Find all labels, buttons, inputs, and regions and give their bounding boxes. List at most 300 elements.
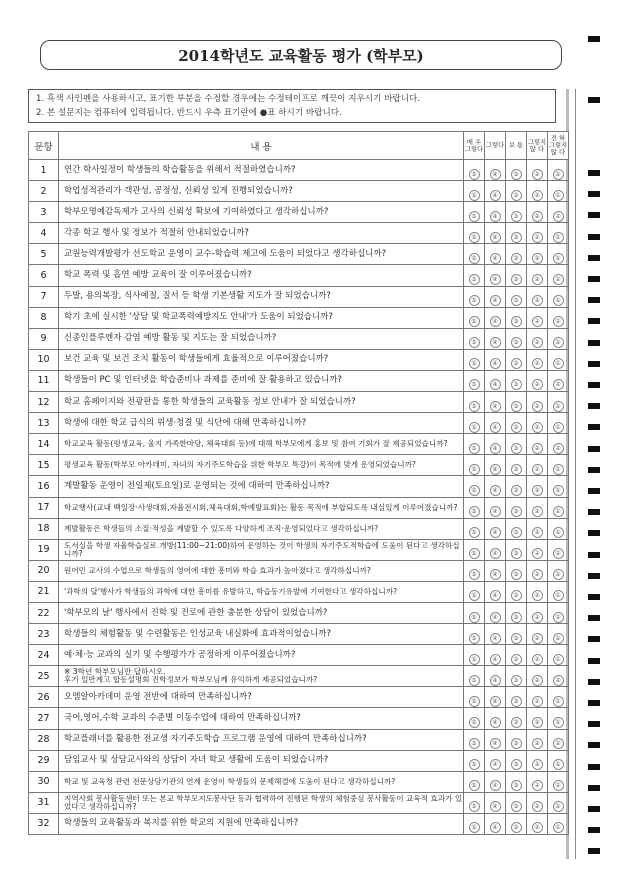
answer-bubble-1[interactable]: ① <box>553 759 564 770</box>
question-text <box>59 392 464 413</box>
answer-bubble-3[interactable]: ③ <box>511 232 522 243</box>
answer-bubble-4[interactable]: ④ <box>490 717 501 728</box>
answer-cell <box>527 328 548 349</box>
answer-cell <box>464 160 485 181</box>
answer-bubble-3[interactable]: ③ <box>511 569 522 580</box>
answer-bubble-4[interactable]: ④ <box>490 422 501 433</box>
answer-cell <box>527 413 548 434</box>
answer-bubble-5[interactable]: ⑤ <box>469 295 480 306</box>
answer-cell <box>548 328 569 349</box>
answer-bubble-2[interactable]: ② <box>532 612 543 623</box>
answer-bubble-3[interactable]: ③ <box>511 675 522 686</box>
answer-bubble-4[interactable]: ④ <box>490 358 501 369</box>
answer-bubble-5[interactable]: ⑤ <box>469 759 480 770</box>
answer-cell <box>464 771 485 792</box>
answer-bubble-1[interactable]: ① <box>553 337 564 348</box>
answer-bubble-5[interactable]: ⑤ <box>469 506 480 517</box>
answer-bubble-2[interactable]: ② <box>532 211 543 222</box>
answer-bubble-2[interactable]: ② <box>532 738 543 749</box>
answer-cell <box>506 160 527 181</box>
question-number: 10 <box>29 349 59 370</box>
answer-bubble-4[interactable]: ④ <box>490 379 501 390</box>
answer-bubble-3[interactable]: ③ <box>511 337 522 348</box>
answer-bubble-3[interactable]: ③ <box>511 422 522 433</box>
answer-bubble-3[interactable]: ③ <box>511 822 522 833</box>
question-text <box>59 497 464 518</box>
timing-mark <box>588 424 600 430</box>
answer-cell <box>506 434 527 455</box>
answer-bubble-3[interactable]: ③ <box>511 464 522 475</box>
answer-bubble-4[interactable]: ④ <box>490 801 501 812</box>
answer-bubble-5[interactable]: ⑤ <box>469 401 480 412</box>
answer-bubble-3[interactable]: ③ <box>511 633 522 644</box>
question-text <box>59 181 464 202</box>
answer-bubble-5[interactable]: ⑤ <box>469 464 480 475</box>
answer-cell <box>485 434 506 455</box>
question-text-line: 학생들의 교육활동과 복지를 위한 학교의 지원에 만족하십니까? <box>64 818 299 829</box>
answer-cell <box>548 771 569 792</box>
answer-cell <box>485 624 506 645</box>
answer-bubble-5[interactable]: ⑤ <box>469 211 480 222</box>
answer-bubble-4[interactable]: ④ <box>490 190 501 201</box>
answer-bubble-3[interactable]: ③ <box>511 316 522 327</box>
answer-bubble-1[interactable]: ① <box>553 612 564 623</box>
answer-cell <box>464 624 485 645</box>
answer-cell <box>527 729 548 750</box>
answer-bubble-2[interactable]: ② <box>532 759 543 770</box>
answer-bubble-2[interactable]: ② <box>532 675 543 686</box>
timing-mark <box>588 679 600 685</box>
answer-cell <box>506 286 527 307</box>
answer-bubble-3[interactable]: ③ <box>511 443 522 454</box>
answer-bubble-2[interactable]: ② <box>532 316 543 327</box>
answer-bubble-5[interactable]: ⑤ <box>469 612 480 623</box>
answer-bubble-4[interactable]: ④ <box>490 337 501 348</box>
answer-bubble-1[interactable]: ① <box>553 274 564 285</box>
answer-cell <box>464 792 485 813</box>
timing-mark <box>588 806 600 812</box>
question-number: 1 <box>29 160 59 181</box>
answer-bubble-5[interactable]: ⑤ <box>469 422 480 433</box>
answer-bubble-5[interactable]: ⑤ <box>469 822 480 833</box>
answer-cell <box>527 602 548 623</box>
answer-cell <box>548 392 569 413</box>
question-row <box>29 560 569 581</box>
answer-bubble-5[interactable]: ⑤ <box>469 738 480 749</box>
question-row <box>29 265 569 286</box>
answer-cell <box>527 624 548 645</box>
question-text-line: 평생교육 활동(학부모 아카데미, 자녀의 자기주도학습을 위한 학부모 특강)이 목적에 맞게 운영되었습니까? <box>64 460 416 470</box>
question-number: 22 <box>29 602 59 623</box>
answer-bubble-2[interactable]: ② <box>532 401 543 412</box>
answer-bubble-1[interactable]: ① <box>553 169 564 180</box>
answer-bubble-2[interactable]: ② <box>532 485 543 496</box>
answer-bubble-5[interactable]: ⑤ <box>469 169 480 180</box>
answer-cell <box>506 223 527 244</box>
answer-bubble-4[interactable]: ④ <box>490 295 501 306</box>
answer-bubble-4[interactable]: ④ <box>490 548 501 559</box>
answer-bubble-4[interactable]: ④ <box>490 316 501 327</box>
question-number: 12 <box>29 392 59 413</box>
answer-bubble-1[interactable]: ① <box>553 316 564 327</box>
timing-mark <box>588 382 600 388</box>
answer-bubble-4[interactable]: ④ <box>490 401 501 412</box>
answer-cell <box>485 328 506 349</box>
answer-bubble-1[interactable]: ① <box>553 443 564 454</box>
answer-bubble-2[interactable]: ② <box>532 169 543 180</box>
answer-bubble-3[interactable]: ③ <box>511 169 522 180</box>
answer-bubble-3[interactable]: ③ <box>511 190 522 201</box>
answer-bubble-2[interactable]: ② <box>532 780 543 791</box>
question-text <box>59 434 464 455</box>
answer-cell <box>485 539 506 560</box>
header-option-5: 매 우 그렇다 <box>464 132 485 160</box>
answer-cell <box>506 792 527 813</box>
answer-bubble-4[interactable]: ④ <box>490 169 501 180</box>
timing-mark <box>588 636 600 642</box>
answer-bubble-2[interactable]: ② <box>532 633 543 644</box>
question-text <box>59 286 464 307</box>
answer-bubble-5[interactable]: ⑤ <box>469 485 480 496</box>
answer-bubble-2[interactable]: ② <box>532 506 543 517</box>
timing-mark <box>588 446 600 452</box>
answer-bubble-5[interactable]: ⑤ <box>469 696 480 707</box>
answer-cell <box>485 729 506 750</box>
answer-bubble-5[interactable]: ⑤ <box>469 569 480 580</box>
timing-mark <box>588 785 600 791</box>
answer-bubble-1[interactable]: ① <box>553 590 564 601</box>
answer-bubble-4[interactable]: ④ <box>490 759 501 770</box>
answer-bubble-1[interactable]: ① <box>553 485 564 496</box>
answer-bubble-3[interactable]: ③ <box>511 295 522 306</box>
answer-cell <box>506 771 527 792</box>
answer-bubble-2[interactable]: ② <box>532 358 543 369</box>
answer-bubble-3[interactable]: ③ <box>511 801 522 812</box>
answer-bubble-3[interactable]: ③ <box>511 358 522 369</box>
answer-bubble-3[interactable]: ③ <box>511 401 522 412</box>
question-text-line: 학교 홈페이지와 전광판을 통한 학생들의 교육활동 정보 안내가 잘 되었습니까? <box>64 396 356 407</box>
answer-bubble-1[interactable]: ① <box>553 401 564 412</box>
question-text <box>59 307 464 328</box>
answer-cell <box>548 729 569 750</box>
header-number: 문항 <box>29 132 59 160</box>
answer-bubble-4[interactable]: ④ <box>490 274 501 285</box>
answer-bubble-5[interactable]: ⑤ <box>469 527 480 538</box>
answer-bubble-1[interactable]: ① <box>553 422 564 433</box>
answer-cell <box>527 476 548 497</box>
answer-cell <box>548 265 569 286</box>
answer-bubble-2[interactable]: ② <box>532 232 543 243</box>
answer-bubble-4[interactable]: ④ <box>490 443 501 454</box>
question-row <box>29 476 569 497</box>
answer-bubble-5[interactable]: ⑤ <box>469 633 480 644</box>
answer-bubble-2[interactable]: ② <box>532 654 543 665</box>
answer-cell <box>548 455 569 476</box>
answer-cell <box>485 392 506 413</box>
answer-cell <box>485 813 506 834</box>
timing-mark <box>588 297 600 303</box>
answer-bubble-2[interactable]: ② <box>532 548 543 559</box>
answer-bubble-5[interactable]: ⑤ <box>469 654 480 665</box>
answer-bubble-5[interactable]: ⑤ <box>469 590 480 601</box>
answer-bubble-4[interactable]: ④ <box>490 633 501 644</box>
timing-mark <box>588 594 600 600</box>
answer-bubble-2[interactable]: ② <box>532 464 543 475</box>
answer-bubble-5[interactable]: ⑤ <box>469 274 480 285</box>
answer-bubble-1[interactable]: ① <box>553 633 564 644</box>
answer-bubble-5[interactable]: ⑤ <box>469 253 480 264</box>
question-row <box>29 539 569 560</box>
answer-cell <box>527 792 548 813</box>
answer-bubble-1[interactable]: ① <box>553 738 564 749</box>
answer-bubble-5[interactable]: ⑤ <box>469 801 480 812</box>
answer-cell <box>527 160 548 181</box>
question-row <box>29 602 569 623</box>
answer-bubble-1[interactable]: ① <box>553 717 564 728</box>
timing-mark <box>588 742 600 748</box>
answer-cell <box>464 370 485 391</box>
answer-bubble-5[interactable]: ⑤ <box>469 316 480 327</box>
answer-bubble-4[interactable]: ④ <box>490 696 501 707</box>
answer-bubble-1[interactable]: ① <box>553 232 564 243</box>
question-number: 13 <box>29 413 59 434</box>
answer-bubble-4[interactable]: ④ <box>490 675 501 686</box>
answer-bubble-3[interactable]: ③ <box>511 759 522 770</box>
answer-bubble-2[interactable]: ② <box>532 443 543 454</box>
question-number: 30 <box>29 771 59 792</box>
answer-bubble-4[interactable]: ④ <box>490 590 501 601</box>
answer-bubble-3[interactable]: ③ <box>511 506 522 517</box>
answer-bubble-2[interactable]: ② <box>532 569 543 580</box>
question-text-line: 학생들이 PC 및 인터넷을 학습준비나 과제를 준비에 잘 활용하고 있습니까? <box>64 375 343 386</box>
timing-mark <box>588 530 600 536</box>
question-number: 27 <box>29 708 59 729</box>
answer-cell <box>506 624 527 645</box>
question-text-line: 지역사회 봉사활동센터 또는 본교 학부모지도봉사단 등과 협력하여 진행된 학생의 체험중심 봉사활동이 교육적 효과가 있었다고 생각하십니까? <box>64 793 463 811</box>
answer-bubble-2[interactable]: ② <box>532 337 543 348</box>
answer-bubble-3[interactable]: ③ <box>511 253 522 264</box>
answer-cell <box>548 370 569 391</box>
answer-bubble-4[interactable]: ④ <box>490 211 501 222</box>
answer-bubble-3[interactable]: ③ <box>511 590 522 601</box>
answer-bubble-2[interactable]: ② <box>532 274 543 285</box>
question-text-line: 도서실을 학생 자율학습실로 개방(11:00~21:00)하여 운영하는 것이 학생의 자기주도적학습에 도움이 된다고 생각하십니까? <box>64 540 460 558</box>
answer-bubble-5[interactable]: ⑤ <box>469 232 480 243</box>
question-text <box>59 455 464 476</box>
answer-bubble-5[interactable]: ⑤ <box>469 379 480 390</box>
question-number: 23 <box>29 624 59 645</box>
answer-cell <box>485 497 506 518</box>
answer-bubble-1[interactable]: ① <box>553 569 564 580</box>
answer-bubble-3[interactable]: ③ <box>511 485 522 496</box>
question-number: 17 <box>29 497 59 518</box>
instruction-2: 2. 본 설문지는 컴퓨터에 입력됩니다. 반드시 우측 표기란에 ●표 하시기 바랍니다. <box>36 108 342 118</box>
answer-cell <box>485 666 506 687</box>
answer-cell <box>506 455 527 476</box>
answer-bubble-1[interactable]: ① <box>553 548 564 559</box>
answer-bubble-2[interactable]: ② <box>532 253 543 264</box>
answer-cell <box>527 666 548 687</box>
answer-bubble-3[interactable]: ③ <box>511 211 522 222</box>
answer-cell <box>527 307 548 328</box>
answer-bubble-3[interactable]: ③ <box>511 696 522 707</box>
question-text <box>59 349 464 370</box>
answer-bubble-2[interactable]: ② <box>532 379 543 390</box>
answer-bubble-2[interactable]: ② <box>532 190 543 201</box>
answer-bubble-1[interactable]: ① <box>553 506 564 517</box>
answer-bubble-1[interactable]: ① <box>553 295 564 306</box>
answer-bubble-2[interactable]: ② <box>532 527 543 538</box>
answer-cell <box>548 476 569 497</box>
answer-bubble-1[interactable]: ① <box>553 801 564 812</box>
answer-bubble-1[interactable]: ① <box>553 358 564 369</box>
question-row <box>29 581 569 602</box>
answer-bubble-5[interactable]: ⑤ <box>469 548 480 559</box>
answer-bubble-1[interactable]: ① <box>553 527 564 538</box>
answer-bubble-4[interactable]: ④ <box>490 527 501 538</box>
answer-bubble-3[interactable]: ③ <box>511 527 522 538</box>
answer-bubble-4[interactable]: ④ <box>490 506 501 517</box>
answer-bubble-3[interactable]: ③ <box>511 654 522 665</box>
answer-bubble-1[interactable]: ① <box>553 675 564 686</box>
answer-bubble-1[interactable]: ① <box>553 654 564 665</box>
answer-bubble-5[interactable]: ⑤ <box>469 190 480 201</box>
timing-mark <box>588 212 600 218</box>
answer-cell <box>548 160 569 181</box>
answer-bubble-5[interactable]: ⑤ <box>469 780 480 791</box>
answer-bubble-5[interactable]: ⑤ <box>469 717 480 728</box>
timing-mark <box>588 509 600 515</box>
answer-bubble-1[interactable]: ① <box>553 379 564 390</box>
answer-bubble-3[interactable]: ③ <box>511 379 522 390</box>
answer-bubble-2[interactable]: ② <box>532 801 543 812</box>
scan-guide-line <box>575 89 576 859</box>
answer-bubble-4[interactable]: ④ <box>490 253 501 264</box>
answer-bubble-2[interactable]: ② <box>532 717 543 728</box>
answer-cell <box>485 560 506 581</box>
answer-cell <box>548 792 569 813</box>
answer-cell <box>464 413 485 434</box>
answer-bubble-3[interactable]: ③ <box>511 612 522 623</box>
answer-cell <box>485 750 506 771</box>
question-number: 24 <box>29 645 59 666</box>
answer-cell <box>548 539 569 560</box>
question-text <box>59 645 464 666</box>
answer-bubble-4[interactable]: ④ <box>490 485 501 496</box>
question-text-line: 원어민 교사의 수업으로 학생들의 영어에 대한 흥미와 학습 효과가 높아졌다고 생각하십니까? <box>64 565 371 575</box>
answer-cell <box>485 370 506 391</box>
answer-bubble-1[interactable]: ① <box>553 822 564 833</box>
answer-bubble-3[interactable]: ③ <box>511 274 522 285</box>
answer-cell <box>548 560 569 581</box>
answer-bubble-2[interactable]: ② <box>532 822 543 833</box>
question-row <box>29 455 569 476</box>
answer-cell <box>485 708 506 729</box>
answer-bubble-1[interactable]: ① <box>553 190 564 201</box>
question-text-line: 각종 학교 행사 및 정보가 적절히 안내되었습니까? <box>64 227 249 238</box>
answer-cell <box>485 160 506 181</box>
question-text <box>59 476 464 497</box>
answer-cell <box>464 286 485 307</box>
answer-bubble-3[interactable]: ③ <box>511 548 522 559</box>
question-row <box>29 497 569 518</box>
question-text <box>59 624 464 645</box>
question-text <box>59 602 464 623</box>
question-number: 2 <box>29 181 59 202</box>
answer-cell <box>548 687 569 708</box>
answer-bubble-5[interactable]: ⑤ <box>469 443 480 454</box>
answer-bubble-1[interactable]: ① <box>553 696 564 707</box>
answer-bubble-2[interactable]: ② <box>532 590 543 601</box>
answer-bubble-4[interactable]: ④ <box>490 654 501 665</box>
answer-bubble-1[interactable]: ① <box>553 464 564 475</box>
answer-cell <box>506 666 527 687</box>
answer-cell <box>527 455 548 476</box>
answer-cell <box>548 223 569 244</box>
question-number: 31 <box>29 792 59 813</box>
question-row <box>29 370 569 391</box>
answer-bubble-3[interactable]: ③ <box>511 717 522 728</box>
answer-bubble-3[interactable]: ③ <box>511 780 522 791</box>
question-number: 26 <box>29 687 59 708</box>
answer-bubble-2[interactable]: ② <box>532 422 543 433</box>
answer-bubble-4[interactable]: ④ <box>490 612 501 623</box>
question-text-line: 오엠알아카데미 운영 전반에 대하여 만족하십니까? <box>64 691 252 702</box>
answer-bubble-4[interactable]: ④ <box>490 569 501 580</box>
answer-cell <box>548 181 569 202</box>
question-number: 21 <box>29 581 59 602</box>
answer-cell <box>527 497 548 518</box>
timing-mark <box>588 488 600 494</box>
answer-bubble-1[interactable]: ① <box>553 211 564 222</box>
timing-mark <box>588 764 600 770</box>
answer-bubble-4[interactable]: ④ <box>490 232 501 243</box>
timing-mark <box>588 255 600 261</box>
question-row <box>29 160 569 181</box>
answer-cell <box>506 560 527 581</box>
answer-cell <box>464 392 485 413</box>
answer-cell <box>527 392 548 413</box>
answer-cell <box>506 370 527 391</box>
answer-cell <box>464 539 485 560</box>
timing-mark <box>588 340 600 346</box>
answer-bubble-1[interactable]: ① <box>553 253 564 264</box>
answer-bubble-5[interactable]: ⑤ <box>469 675 480 686</box>
answer-bubble-4[interactable]: ④ <box>490 738 501 749</box>
answer-cell <box>527 202 548 223</box>
question-text-line: 학부모명예감독제가 고사의 신뢰성 확보에 기여하였다고 생각하십니까? <box>64 206 329 217</box>
answer-bubble-1[interactable]: ① <box>553 780 564 791</box>
answer-cell <box>527 265 548 286</box>
answer-bubble-2[interactable]: ② <box>532 696 543 707</box>
answer-bubble-2[interactable]: ② <box>532 295 543 306</box>
answer-bubble-5[interactable]: ⑤ <box>469 358 480 369</box>
answer-bubble-4[interactable]: ④ <box>490 780 501 791</box>
answer-cell <box>464 666 485 687</box>
answer-bubble-4[interactable]: ④ <box>490 464 501 475</box>
answer-bubble-3[interactable]: ③ <box>511 738 522 749</box>
question-row <box>29 792 569 813</box>
answer-cell <box>506 602 527 623</box>
answer-bubble-5[interactable]: ⑤ <box>469 337 480 348</box>
question-number: 32 <box>29 813 59 834</box>
question-text-line: 보건 교육 및 보건 조치 활동이 학생들에게 효율적으로 이루어졌습니까? <box>64 354 329 365</box>
header-option-4: 그렇다 <box>485 132 506 160</box>
question-text-line: '학부모의 날' 행사에서 진학 및 진로에 관한 충분한 상담이 있었습니까? <box>64 607 328 618</box>
answer-bubble-4[interactable]: ④ <box>490 822 501 833</box>
question-number: 8 <box>29 307 59 328</box>
answer-cell <box>527 687 548 708</box>
